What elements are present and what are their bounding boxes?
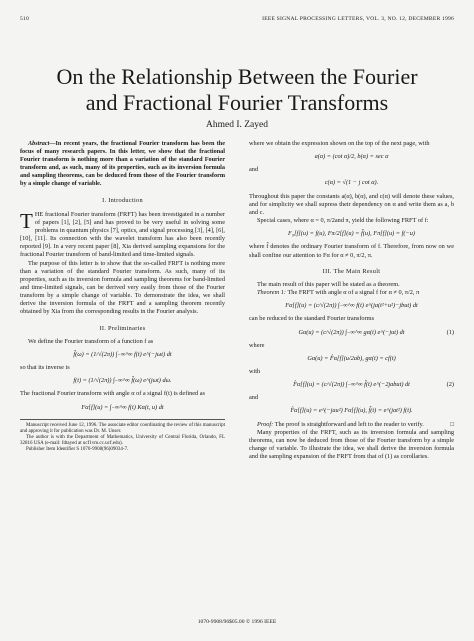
paper-title [0,64,474,116]
fhat-paragraph: where f̂ denotes the ordinary Fourier transform of f. Therefore, from now on we shall confine our attention to Fα for α ≠ 0, π/2, π. [249,243,454,259]
prelim-paragraph: We define the Fourier transform of a function f as [28,337,154,345]
equation-special-cases: F₀[f](u) = f(u), Fπ/2[f](u) = f̂(u), Fπ[f](u) = f(−u) [288,230,415,238]
and-text-2: and [249,394,259,402]
theorem-text: The FRFT with angle α of a signal f for α ≠ 0, π/2, π [287,289,420,297]
section-heading-introduction: I. Introduction [102,197,143,205]
theorem-label: Theorem 1: [257,289,286,297]
equation-inverse: f(t) = (1/√(2π)) ∫₋∞^∞ f̂(ω) e^(jωt) dω. [73,377,172,385]
equation-G: Gα(u) = F̂α[f](u/2ab), gα(t) = cf(t) [307,354,396,362]
proof-label: Proof: [257,420,274,428]
left-column [20,140,225,453]
author-name: Ahmed I. Zayed [206,120,268,130]
section-heading-main-result: III. The Main Result [322,267,381,275]
drop-cap: T [20,208,33,233]
footnote-publisher: Publisher Item Identifier S 1070-9908(96)09034-7. [26,447,129,453]
equation-2-number: (2) [446,381,454,389]
equation-1-body: Gα(u) = (c/√(2π)) ∫₋∞^∞ gα(t) e^(−jut) dt [298,328,405,336]
equation-2-body: F̂α[f](u) = (c/√(2π)) ∫₋∞^∞ f̂(t) e^(−2jabut) dt [293,381,410,389]
page-number: 510 [20,16,29,22]
right-column [249,140,454,461]
equation-c: c(α) = √(1 − j cot α). [324,179,379,187]
inverse-text: so that its inverse is [20,364,70,372]
theorem-statement [249,289,454,297]
section-heading-preliminaries: II. Preliminaries [99,324,146,332]
equation-a-b: a(α) = (cot α)/2, b(α) = sec α [314,153,389,161]
equation-1 [249,329,454,337]
abstract [20,140,225,187]
equation-2 [249,381,454,389]
title-line-2: and Fractional Fourier Transforms [85,90,389,115]
title-line-1: On the Relationship Between the Fourier [56,64,418,89]
qed-symbol: □ [450,420,454,428]
abstract-text: In recent years, the fractional Fourier transform has been the focus of many research papers. In this letter, we show that the fractional Fourier transform is nothing more than a variation of the standard Fourier transform and, as such, many of its properties, such as its inversion formula and sampling theorems, can be deduced from those of the Fourier transform by a simple change of variable. [20,140,225,187]
final-paragraph: Many properties of the FRFT, such as its inversion formula and sampling theorems, can now be deduced from those of the Fourier transform by a simple change of variable. To illustrate the idea, we shall derive the inversion formula and the sampling expansion of the FRFT from that of (1) as corollaries. [249,428,454,461]
intro-paragraph-2: The purpose of this letter is to show that the so-called FRFT is nothing more than a variation of the standard Fourier transform. As such, many of its properties, such as its inversion formula and sampling theorems for band-limited and time-limited signals, can be derived very easily from those of the Fourier transform by a simple change of variable. To demonstrate the idea, we shall derive the inversion formula of the FRFT and a sampling theorem recently obtained by Xia from the corresponding results in the Fourier analysis. [20,259,225,316]
and-text-1: and [249,166,259,174]
where-text-2: where [249,341,265,349]
footnote-author: The author is with the Department of Mathematics, University of Central Florida, Orlando, FL 32816 USA (e-mail: fdtayed at ucf1vm.cc.ucf.edu). [20,434,225,446]
abstract-label: Abstract— [28,140,56,147]
proof-text: The proof is straightforward and left to the reader to verify. [274,420,424,428]
special-cases-paragraph: Special cases, where α = 0, π/2and π, yield the following FRFT of f: [257,217,429,225]
constants-paragraph: Throughout this paper the constants a(α), b(α), and c(α) will denote these values, and for simplicity we shall supress their dependency on α and write them as a, b and c. [249,192,454,216]
intro-p1-text: HE fractional Fourier transform (FRFT) has been investigated in a number of papers [1], [2], [5] and has proved to be very useful in solving some problems in quantum physics [7], optics, and signal processing [3], [4], [6], [10], [11]. Its connection with the wavelet transform has also been recently reported [9]. In a very recent paper [8], Xia derived sampling expansions for the fractional Fourier transform of band-limited and time-limited signals. [20,210,225,259]
footnote-manuscript: Manuscript received June 12, 1996. The associate editor coordinating the review of this manuscript and approving it for publication was Dr. M. Unser. [20,422,225,434]
copyright-footer: 1070-9908/96$05.00 © 1996 IEEE [197,619,277,625]
reduced-text: can be reduced to the standard Fourier transforms [249,315,375,323]
frft-definition-text: The fractional Fourier transform with angle α of a signal f(t) is defined as [20,390,205,398]
equation-fourier: f̂(ω) = (1/√(2π)) ∫₋∞^∞ f(t) e^(−jωt) dt [73,350,172,358]
main-result-paragraph: The main result of this paper will be stated as a theorem. [257,280,400,288]
equation-tilde: F̂α[f](u) = e^(−jau²) Fα[f](u), f̃(t) = e^(jat²) f(t). [290,407,413,415]
intro-paragraph-1 [20,208,225,260]
with-text: with [249,367,261,375]
proof-paragraph [249,421,454,429]
journal-name: IEEE SIGNAL PROCESSING LETTERS, VOL. 3, NO. 12, DECEMBER 1996 [262,16,454,22]
equation-theorem: Fα[f](u) = (c/√(2π)) ∫₋∞^∞ f(t) e^(ja(t²+u²)−jbut) dt [285,302,418,310]
equation-1-number: (1) [446,328,454,336]
where-paragraph: where we obtain the expression shown on the top of the next page, with [249,140,430,147]
equation-frft: Fα[f](u) = ∫₋∞^∞ f(t) Kα(t, u) dt [81,403,164,411]
footnote [20,419,225,453]
